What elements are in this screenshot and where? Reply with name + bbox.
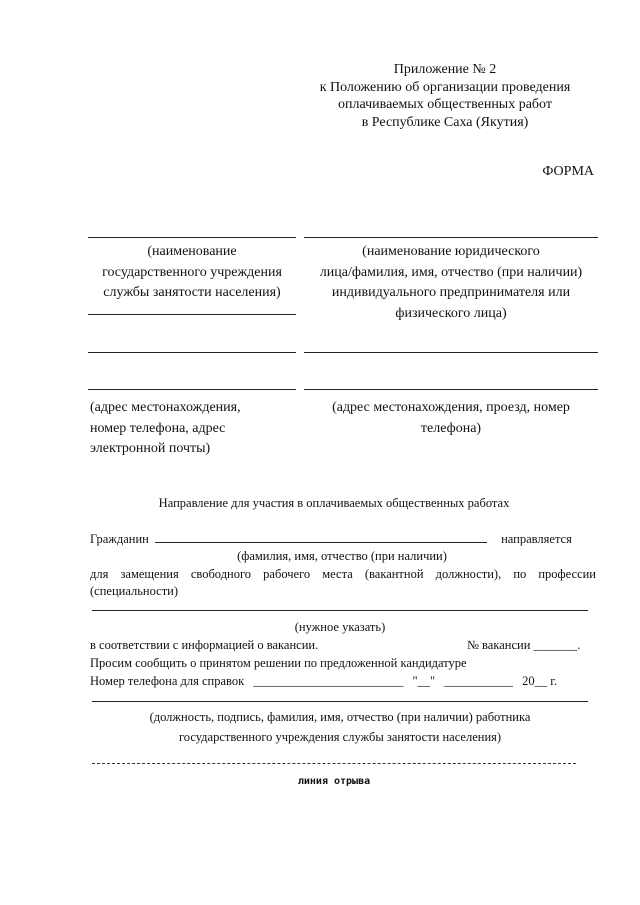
vacancy-number-field[interactable]: _______.	[533, 638, 581, 652]
signature-caption	[92, 709, 588, 746]
org-caption	[88, 242, 296, 304]
left-blank-line-2	[88, 352, 296, 353]
form-label: ФОРМА	[542, 164, 594, 179]
fio-caption: (фамилия, имя, отчество (при наличии)	[237, 549, 447, 563]
signature-caption-line-1: (должность, подпись, фамилия, имя, отчество (при наличии) работника	[149, 710, 531, 724]
according-text: в соответствии с информацией о вакансии.	[90, 638, 319, 652]
org-address-line-1: (адрес местонахождения,	[90, 400, 241, 415]
org-caption-line-1: (наименование	[147, 244, 237, 259]
appendix-line-1: Приложение № 2	[393, 62, 497, 77]
employer-caption-line-4: физического лица)	[395, 305, 507, 321]
signature-caption-line-2: государственного учреждения службы занятости населения)	[178, 730, 502, 744]
date-year-field[interactable]: 20__ г.	[522, 674, 558, 688]
vacancy-text: для замещения свободного рабочего места (вакантной должности), по профессии (специальности)	[90, 567, 596, 598]
employer-caption-line-3: индивидуального предпринимателя или	[331, 285, 571, 300]
right-blank-line-2	[304, 389, 598, 390]
tear-dashed-line	[92, 763, 576, 764]
employer-address-caption	[304, 398, 598, 439]
appendix-line-4: в Республике Саха (Якутия)	[361, 114, 529, 130]
org-name-line	[88, 237, 296, 238]
org-caption-line-2: государственного учреждения	[102, 264, 282, 280]
org-address-caption	[90, 398, 310, 460]
vacancy-number-label: № вакансии	[467, 638, 531, 652]
org-address-line-2: номер телефона, адрес	[90, 420, 226, 436]
phone-label: Номер телефона для справок	[90, 674, 245, 688]
date-month-field[interactable]: ___________	[444, 674, 514, 688]
left-blank-line-3	[88, 389, 296, 390]
date-day-field[interactable]: "__"	[412, 674, 436, 688]
citizen-row	[90, 530, 598, 548]
phone-field[interactable]: ________________________	[253, 674, 404, 688]
profession-line[interactable]	[92, 610, 588, 611]
referral-title: Направление для участия в оплачиваемых общественных работах	[158, 496, 510, 510]
employer-address-line-2: телефона)	[420, 420, 482, 436]
employer-address-line-1: (адрес местонахождения, проезд, номер	[332, 400, 570, 415]
employer-caption	[304, 242, 598, 324]
phone-row	[90, 673, 590, 690]
employer-caption-line-2: лица/фамилия, имя, отчество (при наличии)	[319, 264, 583, 280]
left-blank-line-1	[88, 314, 296, 315]
directed-label: направляется	[501, 532, 572, 546]
right-blank-line-1	[304, 352, 598, 353]
appendix-line-3: оплачиваемых общественных работ	[338, 97, 552, 112]
tear-line-label: линия отрыва	[297, 776, 371, 787]
citizen-label: Гражданин	[90, 532, 149, 546]
appendix-line-2: к Положению об организации проведения	[319, 79, 571, 95]
signature-line[interactable]	[92, 701, 588, 702]
appendix-header	[300, 61, 590, 131]
specify-caption: (нужное указать)	[294, 620, 386, 634]
employer-caption-line-1: (наименование юридического	[362, 244, 540, 259]
request-text: Просим сообщить о принятом решении по предложенной кандидатуре	[90, 656, 467, 670]
employer-name-line	[304, 237, 598, 238]
org-caption-line-3: службы занятости населения)	[103, 285, 281, 300]
org-address-line-3: электронной почты)	[90, 441, 211, 456]
vacancy-number-row	[467, 637, 580, 654]
citizen-name-field[interactable]	[155, 530, 487, 543]
